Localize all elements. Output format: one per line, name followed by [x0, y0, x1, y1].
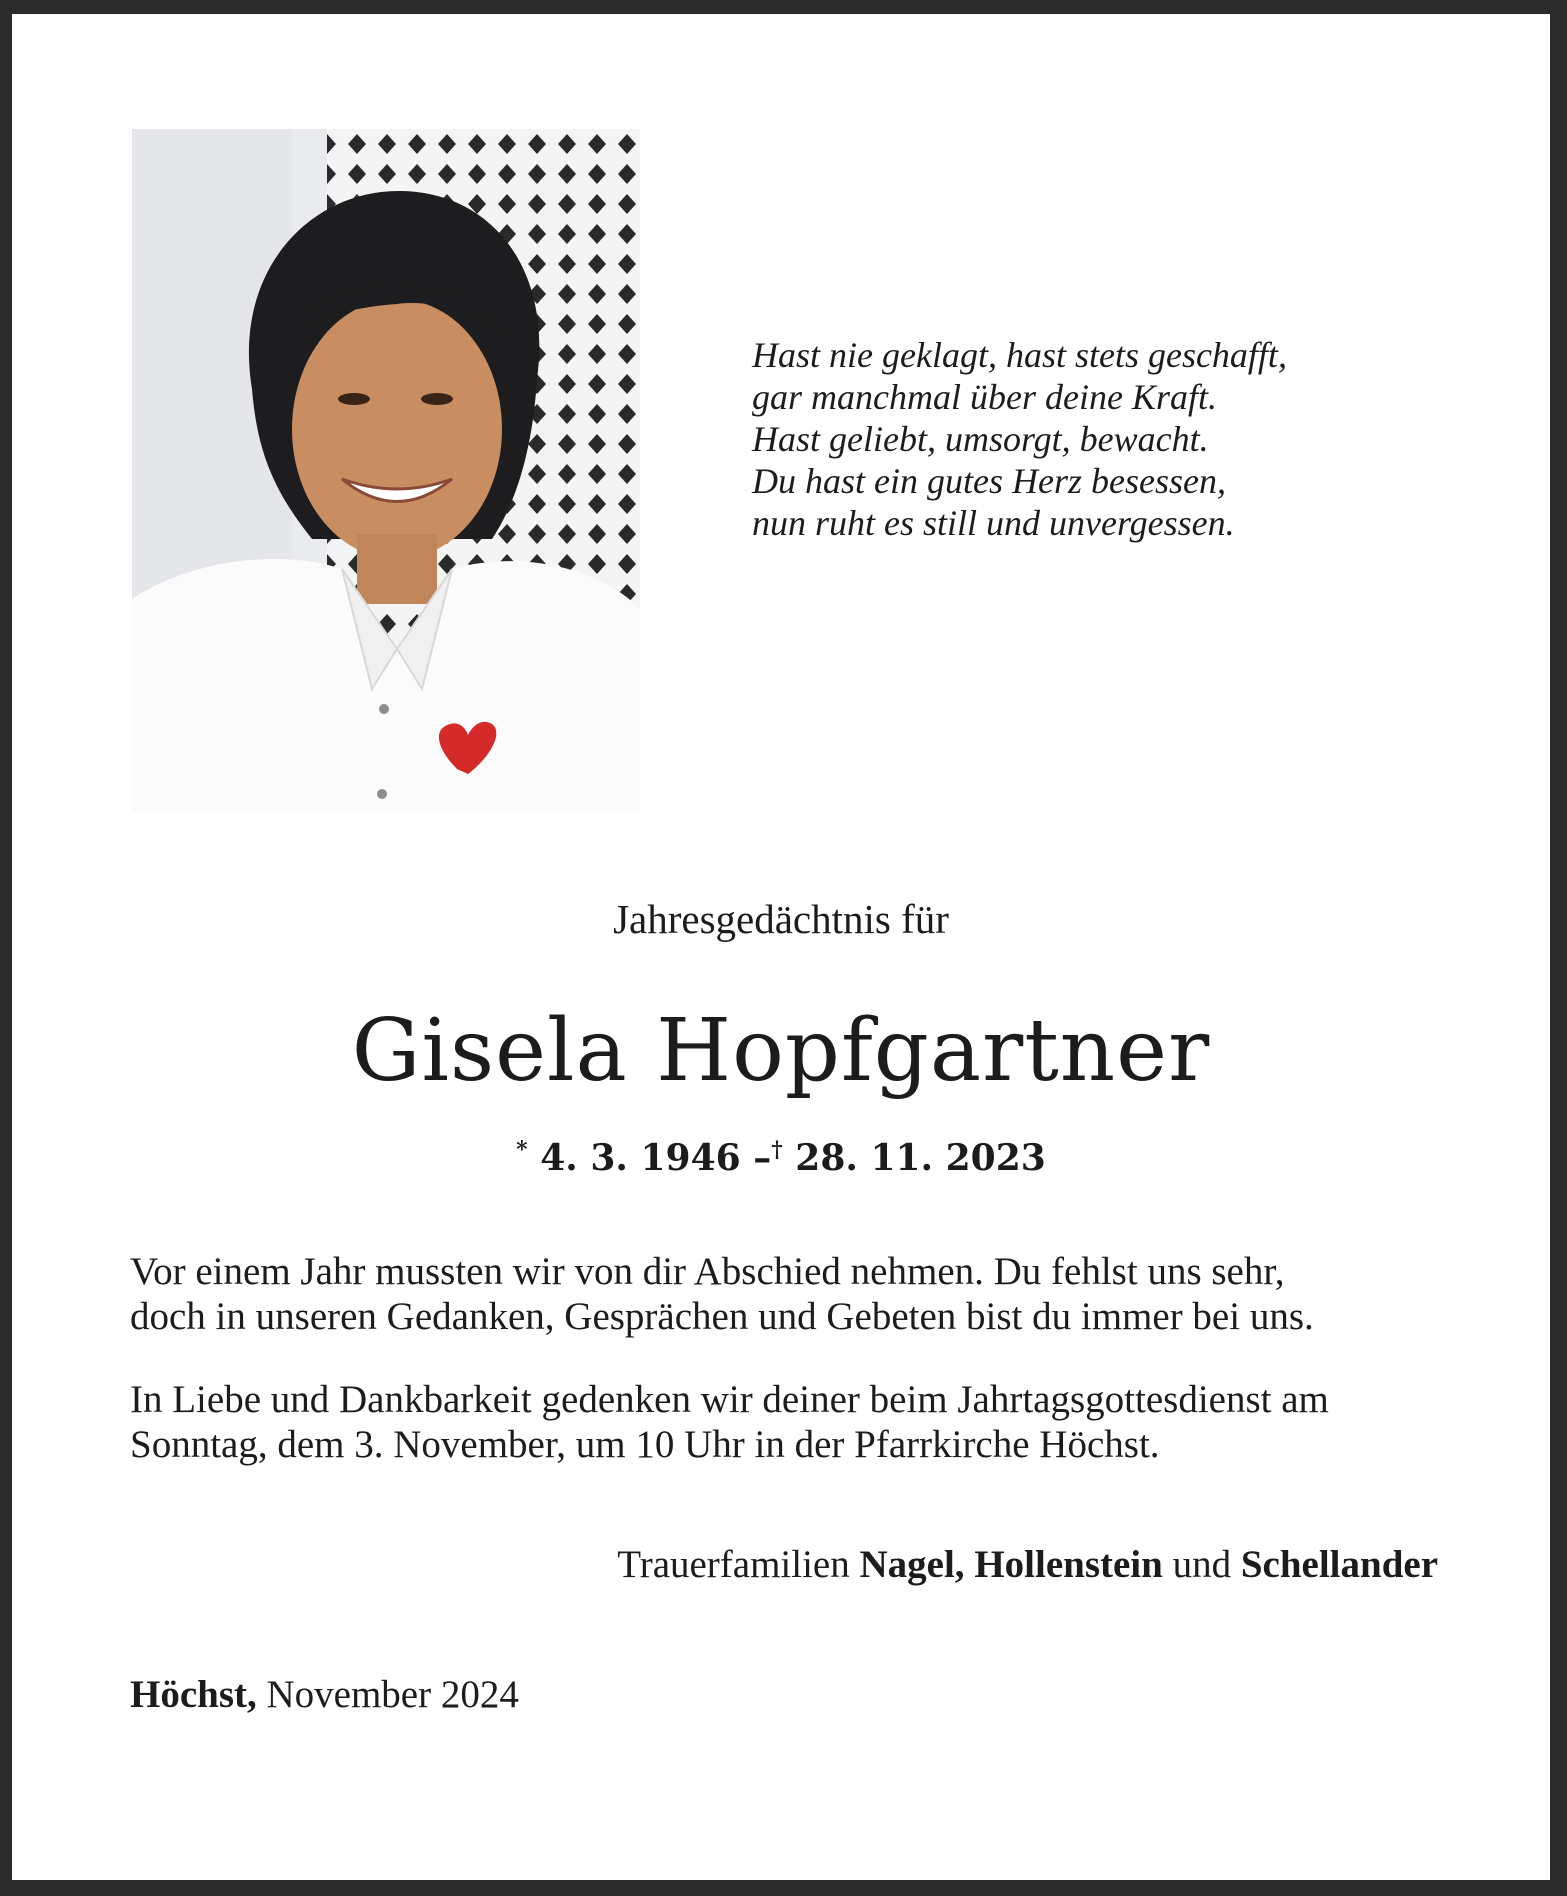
family-name: Schellander	[1240, 1543, 1438, 1586]
poem-line: Hast nie geklagt, hast stets geschafft,	[752, 335, 1287, 375]
family-conjunction: und	[1172, 1543, 1232, 1586]
memorial-intro: Jahresgedächtnis für	[613, 896, 949, 942]
family-name: Nagel,	[859, 1543, 965, 1586]
place-month: November 2024	[266, 1673, 519, 1716]
birth-date: 4. 3. 1946	[540, 1137, 741, 1179]
paragraph-line: doch in unseren Gedanken, Gesprächen und Gebeten bist du immer bei uns.	[130, 1295, 1314, 1338]
birth-symbol: *	[516, 1137, 528, 1163]
life-dates	[12, 1128, 1550, 1180]
place-date	[130, 1671, 519, 1719]
mourning-families	[617, 1541, 1438, 1589]
paragraph-line: In Liebe und Dankbarkeit gedenken wir deiner beim Jahrtagsgottesdienst am	[130, 1378, 1329, 1421]
poem-line: Hast geliebt, umsorgt, bewacht.	[752, 419, 1209, 459]
family-prefix: Trauerfamilien	[617, 1543, 850, 1586]
poem	[752, 334, 1372, 544]
death-date: 28. 11. 2023	[795, 1137, 1046, 1179]
paragraph-line: Sonntag, dem 3. November, um 10 Uhr in der Pfarrkirche Höchst.	[130, 1423, 1160, 1466]
death-symbol: †	[771, 1137, 783, 1163]
poem-line: nun ruht es still und unvergessen.	[752, 503, 1235, 543]
date-dash: –	[753, 1137, 772, 1179]
paragraph-service	[130, 1377, 1450, 1467]
portrait-photo	[132, 129, 640, 811]
deceased-name: Gisela Hopfgartner	[351, 1001, 1211, 1101]
poem-line: Du hast ein gutes Herz besessen,	[752, 461, 1226, 501]
obituary-card	[12, 14, 1550, 1880]
place-city: Höchst,	[130, 1673, 257, 1716]
paragraph-farewell	[130, 1249, 1450, 1339]
paragraph-line: Vor einem Jahr mussten wir von dir Abschied nehmen. Du fehlst uns sehr,	[130, 1250, 1285, 1293]
family-name: Hollenstein	[974, 1543, 1163, 1586]
poem-line: gar manchmal über deine Kraft.	[752, 377, 1217, 417]
